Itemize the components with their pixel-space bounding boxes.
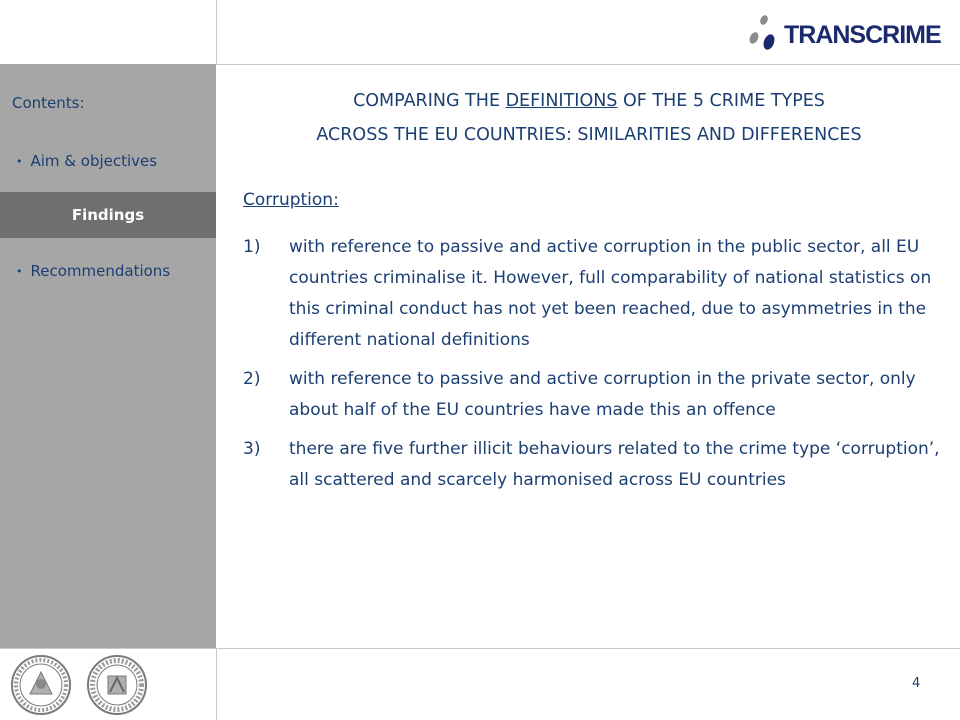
logo-wordmark: TRANSCRIME [784, 20, 941, 49]
bullet-icon: • [16, 154, 23, 168]
list-item [243, 434, 943, 496]
list-item [243, 364, 943, 426]
university-seals [10, 654, 148, 716]
transcrime-logo [740, 12, 950, 58]
contents-label: Contents: [12, 94, 85, 112]
header-divider [216, 64, 960, 65]
footer-divider [0, 648, 960, 649]
bullet-icon: • [16, 264, 23, 278]
title-underlined-word: DEFINITIONS [505, 91, 618, 111]
top-divider-vertical [216, 0, 217, 64]
list-number: 2) [243, 369, 261, 389]
section-heading: Corruption: [243, 190, 339, 210]
list-item [243, 232, 943, 356]
list-text: with reference to passive and active corruption in the public sector, all EU countries criminalise it. However, full comparability of national statistics on this criminal conduct has not yet been reached, due to asymmetries in the different national definitions [289, 237, 932, 350]
sidebar-item-recommendations[interactable] [16, 262, 170, 280]
logo-dots-icon [740, 12, 780, 58]
sidebar-item-findings[interactable] [0, 192, 216, 238]
title-line-1 [222, 84, 956, 118]
title-line-2: ACROSS THE EU COUNTRIES: SIMILARITIES AND DIFFERENCES [316, 125, 862, 145]
sidebar-item-label: Findings [71, 206, 145, 224]
list-text: there are five further illicit behaviours related to the crime type ‘corruption’, all scattered and scarcely harmonised across EU countries [289, 439, 940, 490]
list-number: 1) [243, 237, 261, 257]
sidebar-item-label: Recommendations [30, 262, 171, 280]
bottom-divider-vertical [216, 648, 217, 720]
findings-list [243, 232, 943, 504]
sidebar-item-aim-objectives[interactable] [16, 152, 157, 170]
list-number: 3) [243, 439, 261, 459]
slide-title [222, 84, 956, 152]
sidebar [0, 64, 216, 648]
cattolica-seal-icon [86, 654, 148, 716]
title-text: OF THE 5 CRIME TYPES [617, 91, 825, 111]
trento-seal-icon [10, 654, 72, 716]
sidebar-item-label: Aim & objectives [30, 152, 158, 170]
title-text: COMPARING THE [353, 91, 506, 111]
list-text: with reference to passive and active corruption in the private sector, only about half of the EU countries have made this an offence [289, 369, 916, 420]
page-number: 4 [912, 676, 921, 691]
